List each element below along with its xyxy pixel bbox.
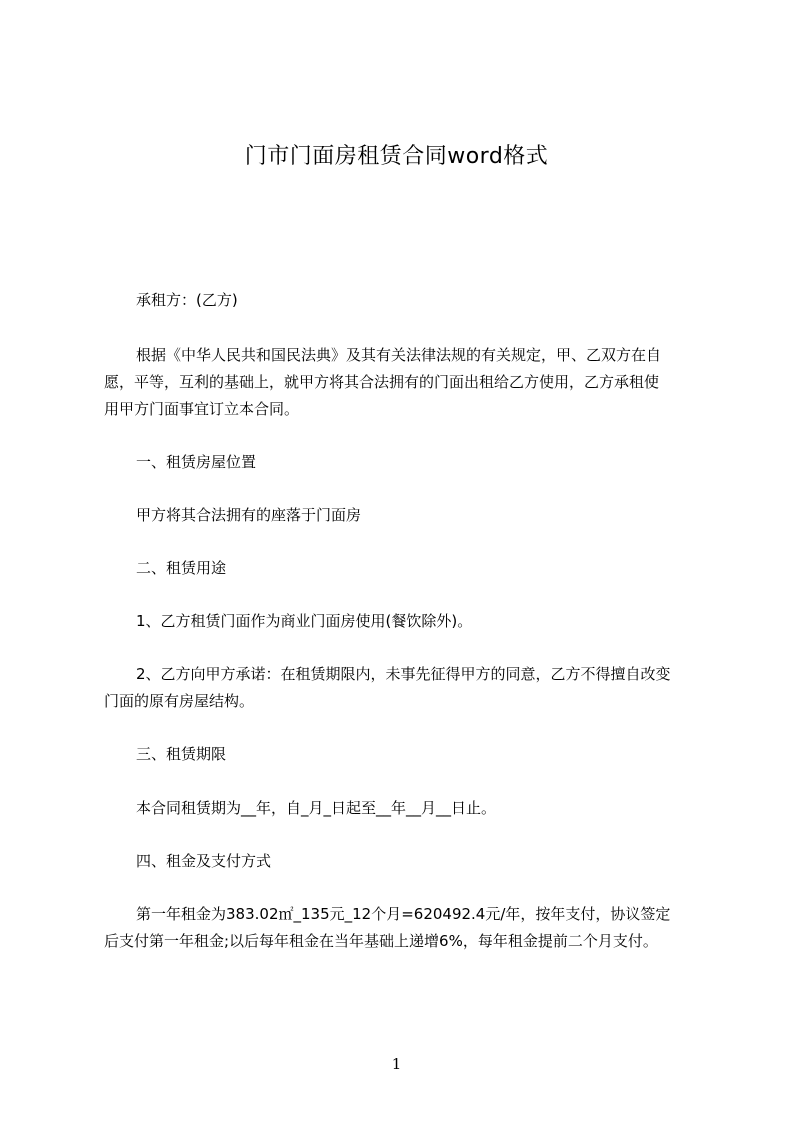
paragraph-term (104, 795, 704, 822)
text-line: 甲方将其合法拥有的座落于门面房 (136, 506, 362, 524)
paragraph-location (104, 502, 704, 529)
section-heading-2 (104, 555, 704, 582)
paragraph-preamble (104, 342, 704, 423)
text-line: 二、租赁用途 (136, 559, 227, 577)
text-line: 三、租赁期限 (136, 745, 227, 763)
text-line: 用甲方门面事宜订立本合同。 (104, 400, 300, 418)
text-line: 1、乙方租赁门面作为商业门面房使用(餐饮除外)。 (136, 612, 473, 630)
text-line: 根据《中华人民共和国民法典》及其有关法律法规的有关规定，甲、乙双方在自 (136, 346, 662, 364)
section-heading-1 (104, 449, 704, 476)
paragraph-usage-2 (104, 661, 704, 715)
text-line: 一、租赁房屋位置 (136, 453, 257, 471)
page-number: 1 (391, 1055, 402, 1073)
text-line: 四、租金及支付方式 (136, 852, 272, 870)
text-line: 本合同租赁期为__年，自_月_日起至__年__月__日止。 (136, 799, 497, 817)
text-line: 2、乙方向甲方承诺：在租赁期限内，未事先征得甲方的同意，乙方不得擅自改变 (136, 665, 671, 683)
text-line: 承租方：(乙方) (136, 291, 238, 309)
text-line: 后支付第一年租金;以后每年租金在当年基础上递增6%，每年租金提前二个月支付。 (104, 932, 658, 950)
paragraph-usage-1 (104, 608, 704, 635)
text-line: 第一年租金为383.02㎡_135元_12个月=620492.4元/年，按年支付，协议签定 (136, 905, 671, 923)
paragraph-lessee (104, 287, 704, 314)
section-heading-3 (104, 741, 704, 768)
section-heading-4 (104, 848, 704, 875)
text-line: 愿，平等，互利的基础上，就甲方将其合法拥有的门面出租给乙方使用，乙方承租使 (104, 373, 660, 391)
paragraph-rent (104, 901, 704, 955)
text-line: 门面的原有房屋结构。 (104, 692, 255, 710)
document-title: 门市门面房租赁合同word格式 (244, 144, 549, 169)
